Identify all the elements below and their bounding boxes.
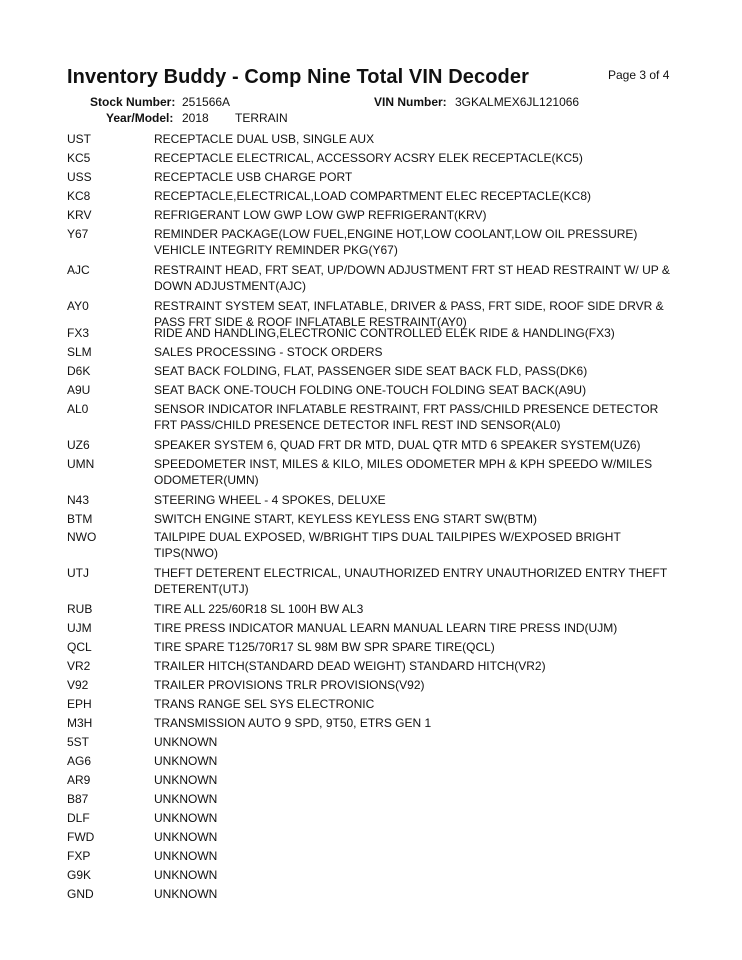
option-description: TRAILER HITCH(STANDARD DEAD WEIGHT) STANDARD HITCH(VR2): [154, 659, 546, 673]
option-description: RECEPTACLE DUAL USB, SINGLE AUX: [154, 132, 375, 146]
option-row: [0, 696, 682, 712]
option-code: KRV: [67, 208, 92, 222]
option-row: [0, 620, 682, 636]
option-row: [0, 810, 682, 826]
option-description: RESTRAINT HEAD, FRT SEAT, UP/DOWN ADJUSTMENT FRT ST HEAD RESTRAINT W/ UP & DOWN ADJUSTMENT(AJC): [154, 263, 670, 293]
option-row: [0, 529, 682, 561]
option-description: TRANSMISSION AUTO 9 SPD, 9T50, ETRS GEN 1: [154, 716, 432, 730]
option-code: BTM: [67, 512, 93, 526]
option-code: AJC: [67, 263, 90, 277]
option-description: SWITCH ENGINE START, KEYLESS KEYLESS ENG START SW(BTM): [154, 512, 537, 526]
option-description: TRANS RANGE SEL SYS ELECTRONIC: [154, 697, 375, 711]
option-description: RECEPTACLE ELECTRICAL, ACCESSORY ACSRY ELEK RECEPTACLE(KC5): [154, 151, 583, 165]
option-code: G9K: [67, 868, 92, 882]
option-code: UTJ: [67, 566, 89, 580]
option-row: [0, 639, 682, 655]
option-code: AY0: [67, 299, 89, 313]
option-row: [0, 131, 682, 147]
option-description: TIRE ALL 225/60R18 SL 100H BW AL3: [154, 602, 364, 616]
option-description: STEERING WHEEL - 4 SPOKES, DELUXE: [154, 493, 386, 507]
option-description: RESTRAINT SYSTEM SEAT, INFLATABLE, DRIVER & PASS, FRT SIDE, ROOF SIDE DRVR & PASS FRT SIDE & ROOF INFLATABLE RESTRAINT(AY0): [154, 299, 664, 329]
option-description: RECEPTACLE,ELECTRICAL,LOAD COMPARTMENT ELEC RECEPTACLE(KC8): [154, 189, 591, 203]
option-row: [0, 262, 682, 294]
option-row: [0, 150, 682, 166]
option-description: UNKNOWN: [154, 792, 218, 806]
option-description: UNKNOWN: [154, 735, 218, 749]
option-row: [0, 363, 682, 379]
option-description: TIRE PRESS INDICATOR MANUAL LEARN MANUAL LEARN TIRE PRESS IND(UJM): [154, 621, 618, 635]
option-row: [0, 677, 682, 693]
option-code: UZ6: [67, 438, 90, 452]
option-description: RECEPTACLE USB CHARGE PORT: [154, 170, 353, 184]
option-description: THEFT DETERENT ELECTRICAL, UNAUTHORIZED ENTRY UNAUTHORIZED ENTRY THEFT DETERENT(UTJ): [154, 566, 667, 596]
year-model-label: Year/Model:: [106, 111, 174, 125]
vin-number-label: VIN Number:: [374, 95, 447, 109]
option-code: M3H: [67, 716, 93, 730]
option-description: SPEEDOMETER INST, MILES & KILO, MILES ODOMETER MPH & KPH SPEEDO W/MILES ODOMETER(UMN): [154, 457, 653, 487]
option-description: UNKNOWN: [154, 754, 218, 768]
option-code: SLM: [67, 345, 92, 359]
stock-number-value: 251566A: [182, 95, 231, 109]
option-row: [0, 207, 682, 223]
option-row: [0, 437, 682, 453]
option-description: UNKNOWN: [154, 887, 218, 901]
option-row: [0, 791, 682, 807]
option-description: TRAILER PROVISIONS TRLR PROVISIONS(V92): [154, 678, 425, 692]
option-code: N43: [67, 493, 90, 507]
option-description: REMINDER PACKAGE(LOW FUEL,ENGINE HOT,LOW COOLANT,LOW OIL PRESSURE) VEHICLE INTEGRITY REMINDER PKG(Y67): [154, 227, 638, 257]
option-description: SALES PROCESSING - STOCK ORDERS: [154, 345, 383, 359]
option-row: [0, 867, 682, 883]
page-title: Inventory Buddy - Comp Nine Total VIN Decoder: [67, 66, 529, 88]
option-description: UNKNOWN: [154, 830, 218, 844]
option-code: USS: [67, 170, 92, 184]
option-description: UNKNOWN: [154, 773, 218, 787]
option-code: KC5: [67, 151, 91, 165]
option-code: AL0: [67, 402, 89, 416]
option-row: [0, 511, 682, 527]
option-code: Y67: [67, 227, 89, 241]
stock-number-label: Stock Number:: [90, 95, 176, 109]
option-row: [0, 829, 682, 845]
model-value: TERRAIN: [235, 111, 288, 125]
option-description: SEAT BACK ONE-TOUCH FOLDING ONE-TOUCH FOLDING SEAT BACK(A9U): [154, 383, 587, 397]
option-row: [0, 325, 682, 341]
option-code: RUB: [67, 602, 93, 616]
option-code: UMN: [67, 457, 95, 471]
option-description: UNKNOWN: [154, 868, 218, 882]
option-description: SENSOR INDICATOR INFLATABLE RESTRAINT, FRT PASS/CHILD PRESENCE DETECTOR FRT PASS/CHILD PRESENCE DETECTOR INFL REST IND SENSOR(AL0): [154, 402, 659, 432]
option-row: [0, 188, 682, 204]
option-row: [0, 492, 682, 508]
option-row: [0, 382, 682, 398]
option-row: [0, 456, 682, 488]
option-description: UNKNOWN: [154, 849, 218, 863]
option-code: 5ST: [67, 735, 90, 749]
option-code: FXP: [67, 849, 91, 863]
option-code: NWO: [67, 530, 97, 544]
option-code: DLF: [67, 811, 90, 825]
option-code: UJM: [67, 621, 92, 635]
option-row: [0, 601, 682, 617]
option-row: [0, 658, 682, 674]
option-row: [0, 169, 682, 185]
vin-number-value: 3GKALMEX6JL121066: [455, 95, 580, 109]
option-code: V92: [67, 678, 89, 692]
option-code: QCL: [67, 640, 92, 654]
option-code: AG6: [67, 754, 92, 768]
option-description: TIRE SPARE T125/70R17 SL 98M BW SPR SPARE TIRE(QCL): [154, 640, 495, 654]
option-row: [0, 753, 682, 769]
option-code: VR2: [67, 659, 91, 673]
option-code: AR9: [67, 773, 91, 787]
option-code: FX3: [67, 326, 90, 340]
option-code: EPH: [67, 697, 92, 711]
option-row: [0, 734, 682, 750]
option-description: SEAT BACK FOLDING, FLAT, PASSENGER SIDE SEAT BACK FLD, PASS(DK6): [154, 364, 588, 378]
option-row: [0, 848, 682, 864]
option-code: KC8: [67, 189, 91, 203]
option-row: [0, 565, 682, 597]
option-description: UNKNOWN: [154, 811, 218, 825]
option-row: [0, 886, 682, 902]
option-code: UST: [67, 132, 91, 146]
option-code: GND: [67, 887, 94, 901]
option-row: [0, 715, 682, 731]
option-description: RIDE AND HANDLING,ELECTRONIC CONTROLLED ELEK RIDE & HANDLING(FX3): [154, 326, 615, 340]
option-code: A9U: [67, 383, 91, 397]
page-number: Page 3 of 4: [608, 68, 670, 82]
option-code: D6K: [67, 364, 91, 378]
option-description: REFRIGERANT LOW GWP LOW GWP REFRIGERANT(KRV): [154, 208, 487, 222]
option-row: [0, 226, 682, 258]
option-row: [0, 401, 682, 433]
option-code: B87: [67, 792, 89, 806]
year-value: 2018: [182, 111, 209, 125]
option-row: [0, 344, 682, 360]
option-description: SPEAKER SYSTEM 6, QUAD FRT DR MTD, DUAL QTR MTD 6 SPEAKER SYSTEM(UZ6): [154, 438, 641, 452]
option-row: [0, 772, 682, 788]
option-code: FWD: [67, 830, 95, 844]
option-description: TAILPIPE DUAL EXPOSED, W/BRIGHT TIPS DUAL TAILPIPES W/EXPOSED BRIGHT TIPS(NWO): [154, 530, 621, 560]
